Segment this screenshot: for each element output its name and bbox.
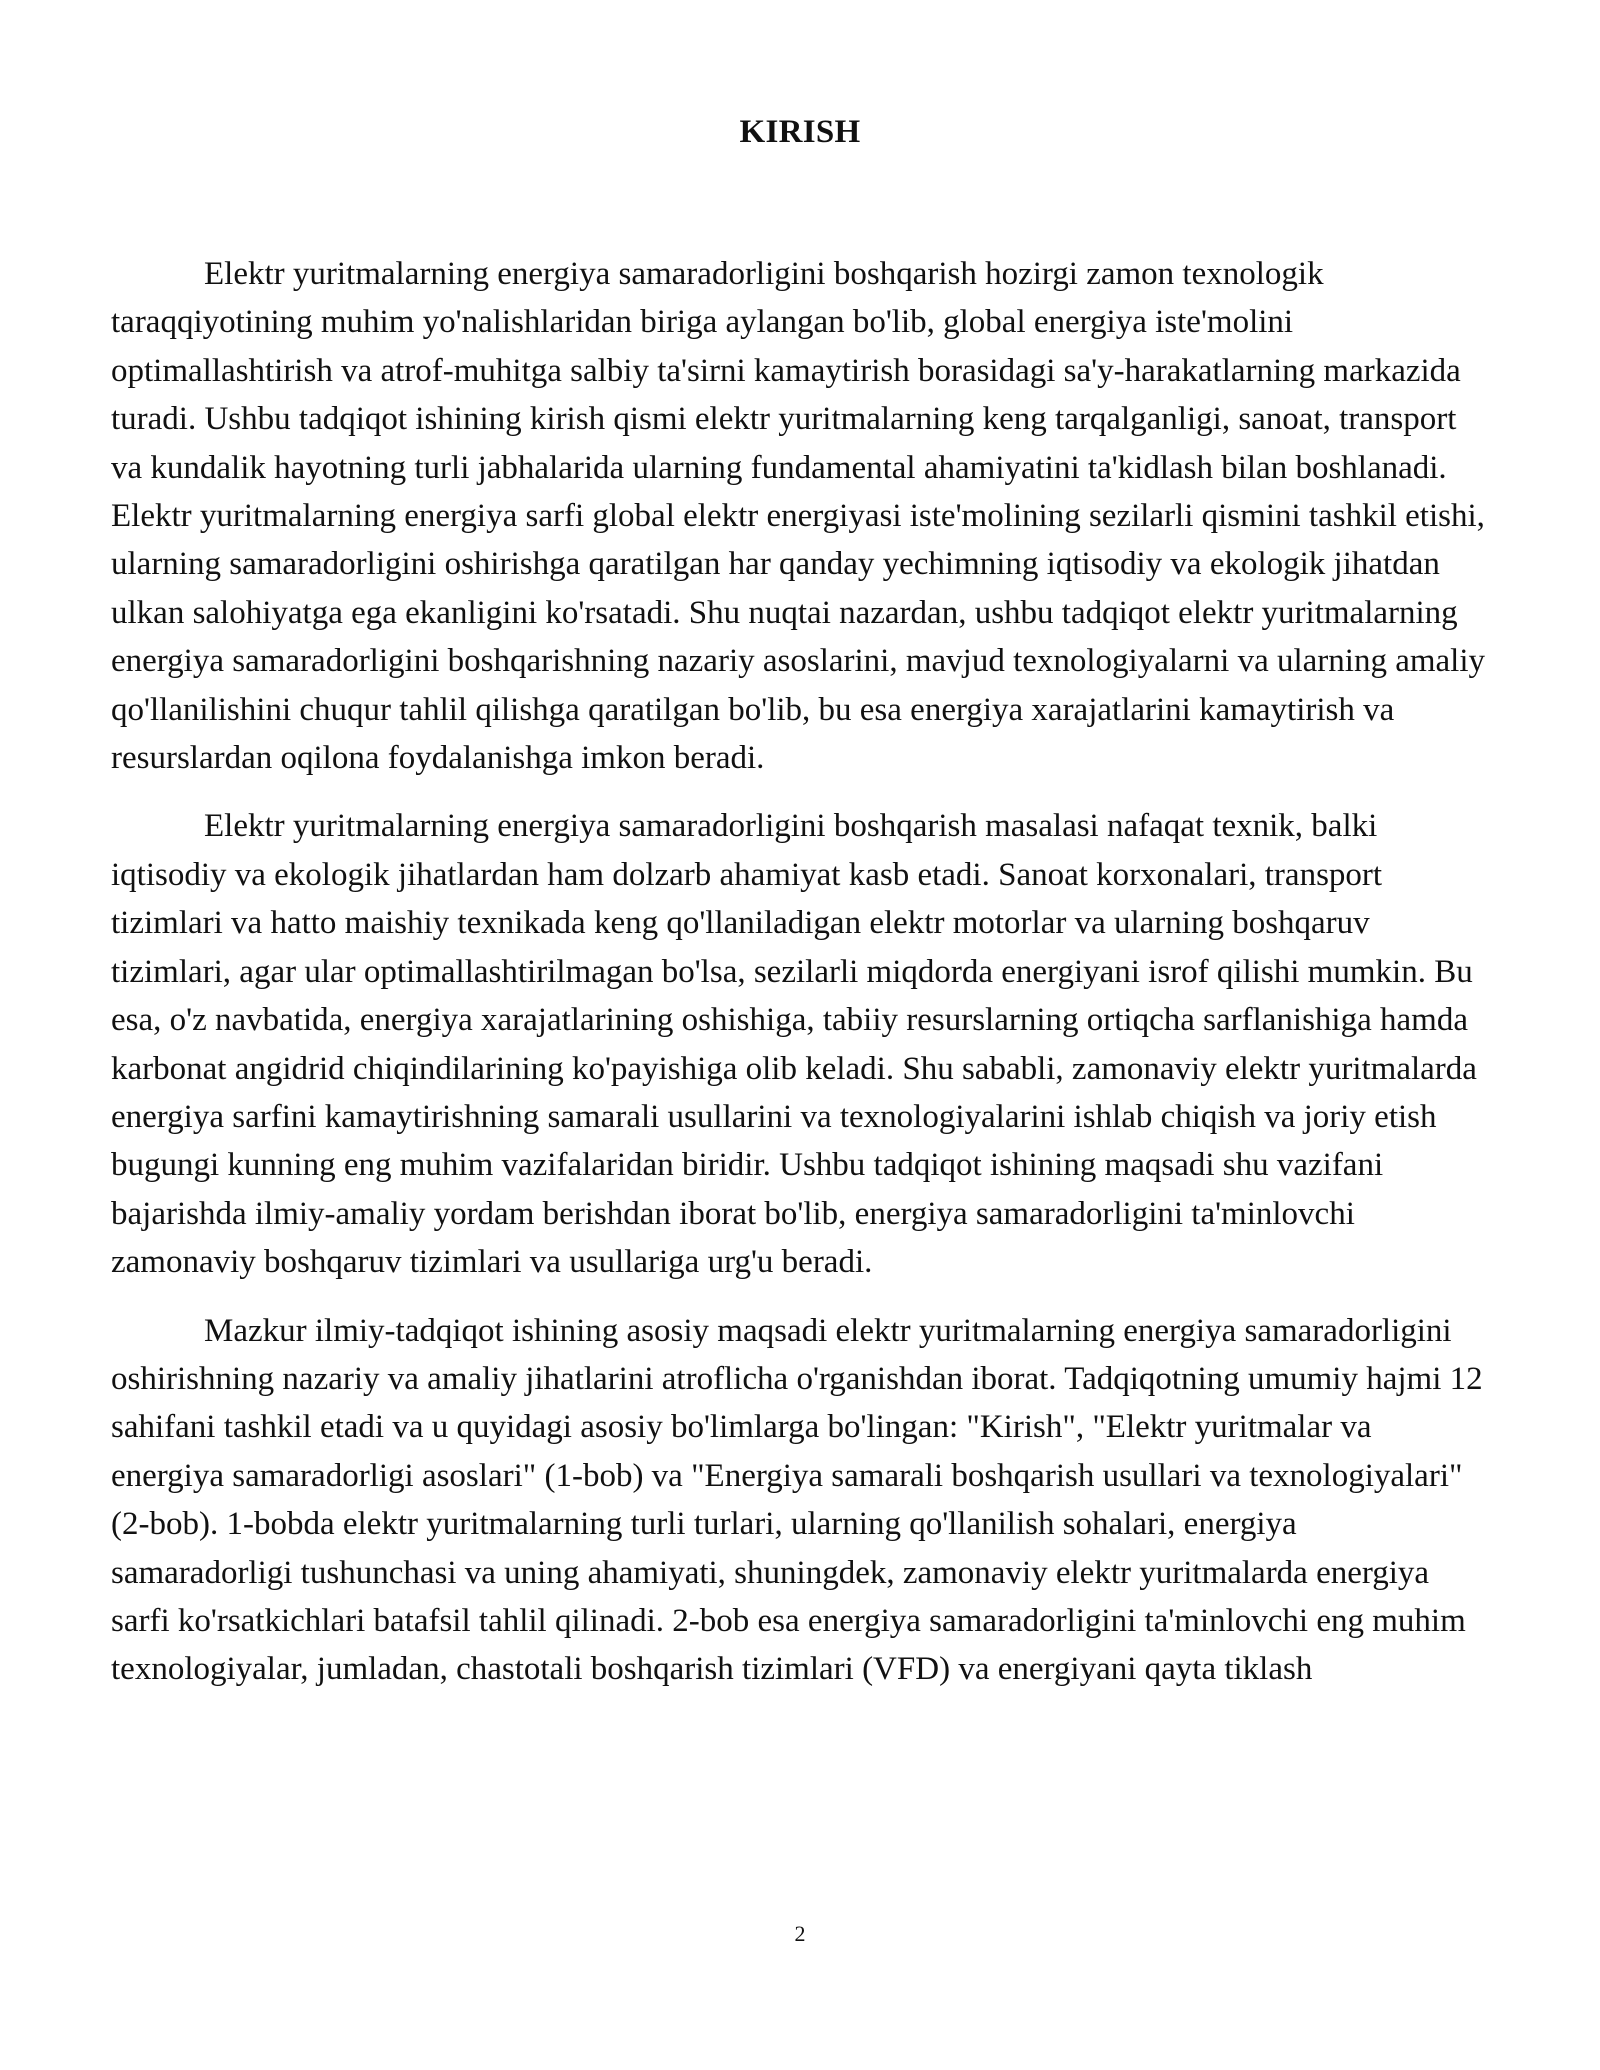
paragraph-1: Elektr yuritmalarning energiya samaradorligini boshqarish hozirgi zamon texnologik taraqqiyotining muhim yo'nalishlaridan biriga aylangan bo'lib, global energiya iste'molini optimallashtirish va atrof-muhitga salbiy ta'sirni kamaytirish borasidagi sa'y-harakatlarning markazida turadi. Ushbu tadqiqot ishining kirish qismi elektr yuritmalarning keng tarqalganligi, sanoat, transport va kundalik hayotning turli jabhalarida ularning fundamental ahamiyatini ta'kidlash bilan boshlanadi. Elektr yuritmalarning energiya sarfi global elektr energiyasi iste'molining sezilarli qismini tashkil etishi, ularning samaradorligini oshirishga qaratilgan har qanday yechimning iqtisodiy va ekologik jihatdan ulkan salohiyatga ega ekanligini ko'rsatadi. Shu nuqtai nazardan, ushbu tadqiqot elektr yuritmalarning energiya samaradorligini boshqarishning nazariy asoslarini, mavjud texnologiyalarni va ularning amaliy qo'llanilishini chuqur tahlil qilishga qaratilgan bo'lib, bu esa energiya xarajatlarini kamaytirish va resurslardan oqilona foydalanishga imkon beradi. <box>111 256 1486 777</box>
paragraph-3: Mazkur ilmiy-tadqiqot ishining asosiy maqsadi elektr yuritmalarning energiya samaradorligini oshirishning nazariy va amaliy jihatlarini atroflicha o'rganishdan iborat. Tadqiqotning umumiy hajmi 12 sahifani tashkil etadi va u quyidagi asosiy bo'limlarga bo'lingan: "Kirish", "Elektr yuritmalar va energiya samaradorligi asoslari" (1-bob) va "Energiya samarali boshqarish usullari va texnologiyalari" (2-bob). 1-bobda elektr yuritmalarning turli turlari, ularning qo'llanilish sohalari, energiya samaradorligi tushunchasi va uning ahamiyati, shuningdek, zamonaviy elektr yuritmalarda energiya sarfi ko'rsatkichlari batafsil tahlil qilinadi. 2-bob esa energiya samaradorligini ta'minlovchi eng muhim texnologiyalar, jumladan, chastotali boshqarish tizimlari (VFD) va energiyani qayta tiklash <box>111 1312 1483 1688</box>
body-text <box>111 250 1486 1714</box>
page-title: KIRISH <box>739 114 861 150</box>
page-number: 2 <box>794 1921 806 1946</box>
paragraph-2: Elektr yuritmalarning energiya samaradorligini boshqarish masalasi nafaqat texnik, balki iqtisodiy va ekologik jihatlardan ham dolzarb ahamiyat kasb etadi. Sanoat korxonalari, transport tizimlari va hatto maishiy texnikada keng qo'llaniladigan elektr motorlar va ularning boshqaruv tizimlari, agar ular optimallashtirilmagan bo'lsa, sezilarli miqdorda energiyani isrof qilishi mumkin. Bu esa, o'z navbatida, energiya xarajatlarining oshishiga, tabiiy resurslarning ortiqcha sarflanishiga hamda karbonat angidrid chiqindilarining ko'payishiga olib keladi. Shu sababli, zamonaviy elektr yuritmalarda energiya sarfini kamaytirishning samarali usullarini va texnologiyalarini ishlab chiqish va joriy etish bugungi kunning eng muhim vazifalaridan biridir. Ushbu tadqiqot ishining maqsadi shu vazifani bajarishda ilmiy-amaliy yordam berishdan iborat bo'lib, energiya samaradorligini ta'minlovchi zamonaviy boshqaruv tizimlari va usullariga urg'u beradi. <box>111 808 1477 1281</box>
